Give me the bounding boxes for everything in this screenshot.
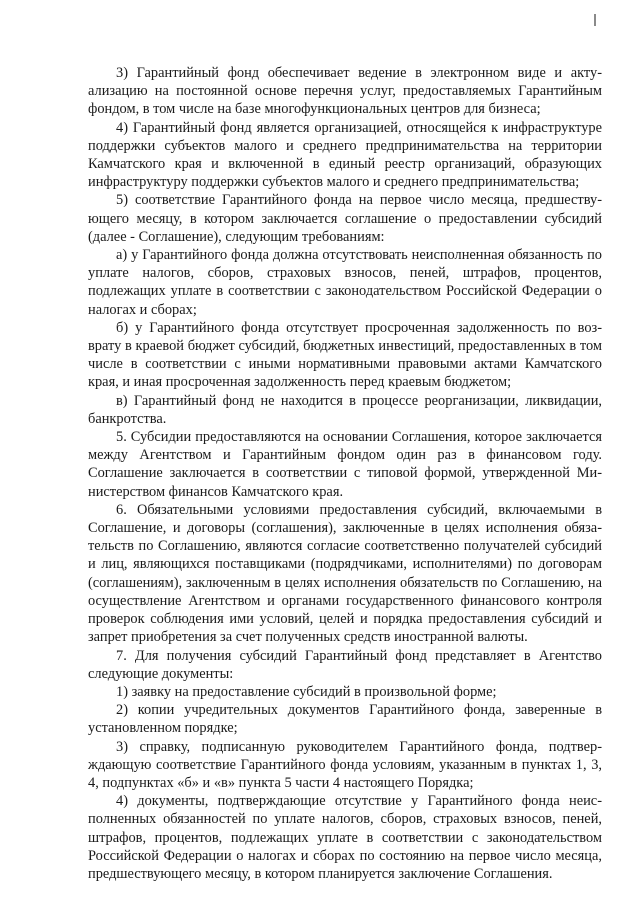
paragraph-doc-2-charter-copies: 2) копии учредительных документов Гарантийного фонда, заверенные в установленном порядке;: [88, 702, 602, 737]
paragraph-item-4-infrastructure: 4) Гарантийный фонд является организацией, относящейся к инфраструктуре поддержки субъектов малого и среднего предпринимательства на территории Камчатского края и включенной в единый реестр организаций, образующих инфраструктуру поддержки субъектов малого и среднего предпринимательства;: [88, 119, 602, 191]
paragraph-doc-3-certificate: 3) справку, подписанную руководителем Гарантийного фонда, подтверждающую соответствие Гарантийного фонда условиям, указанным в пунктах 1, 3, 4, подпунктах «б» и «в» пункта 5 части 4 настоящего Порядка;: [88, 738, 602, 791]
paragraph-section-5-agreement: 5. Субсидии предоставляются на основании Соглашения, которое заключается между Агентством и Гарантийным фондом один раз в финансовом году. Соглашение заключается в соответствии с типовой формой, утвержденной Министерством финансов Камчатского края.: [88, 429, 602, 500]
paragraph-doc-4-tax-documents: 4) документы, подтверждающие отсутствие у Гарантийного фонда неисполненных обязанностей по уплате налогов, сборов, страховых взносов, пеней, штрафов, процентов, подлежащих уплате в соответствии с законодательством Российской Федерации о налогах и сборах по состоянию на первое число месяца, предшествующего месяцу, в котором планируется заключение Соглашения.: [88, 793, 602, 882]
paragraph-section-6-conditions: 6. Обязательными условиями предоставления субсидий, включаемыми в Соглашение, и договоры (соглашения), заключенные в целях исполнения обязательств по Соглашению, являются согласие соответственно получателей субсидий и лиц, являющихся поставщиками (подрядчиками, исполнителями) по договорам (соглашениям), заключенным в целях исполнения обязательств по Соглашению, на осуществление Агентством и органами государственного финансового контроля проверок соблюдения ими условий, целей и порядка предоставления субсидий и запрет приобретения за счет полученных средств иностранной валюты.: [88, 501, 602, 646]
paragraph-doc-1-application: 1) заявку на предоставление субсидий в произвольной форме;: [116, 683, 497, 700]
paragraph-subitem-b-debt: б) у Гарантийного фонда отсутствует просроченная задолженность по возврату в краевой бюджет субсидий, бюджетных инвестиций, предоставленных в том числе в соответствии с иными нормативными правовыми актами Камчатского края, и иная просроченная задолженность перед краевым бюджетом;: [88, 319, 602, 391]
paragraph-subitem-a-taxes: а) у Гарантийного фонда должна отсутствовать неисполненная обязанность по уплате налогов, сборов, страховых взносов, пеней, штрафов, процентов, подлежащих уплате в соответствии с законодательством Российской Федерации о налогах и сборах;: [88, 247, 602, 318]
page-edge-mark: [594, 14, 596, 26]
paragraph-section-7-documents: 7. Для получения субсидий Гарантийный фонд представляет в Агентство следующие документы:: [88, 647, 602, 682]
paragraph-subitem-v-reorganization: в) Гарантийный фонд не находится в процессе реорганизации, ликвидации, банкротства.: [88, 392, 602, 427]
paragraph-item-3-electronic-list: 3) Гарантийный фонд обеспечивает ведение в электронном виде и актуализацию на постоянной основе перечня услуг, предоставляемых Гарантийным фондом, в том числе на базе многофункциональных центров для бизнеса;: [88, 65, 602, 118]
paragraph-item-5-requirements: 5) соответствие Гарантийного фонда на первое число месяца, предшествующего месяцу, в котором заключается соглашение о предоставлении субсидий (далее - Соглашение), следующим требованиям:: [88, 192, 602, 245]
